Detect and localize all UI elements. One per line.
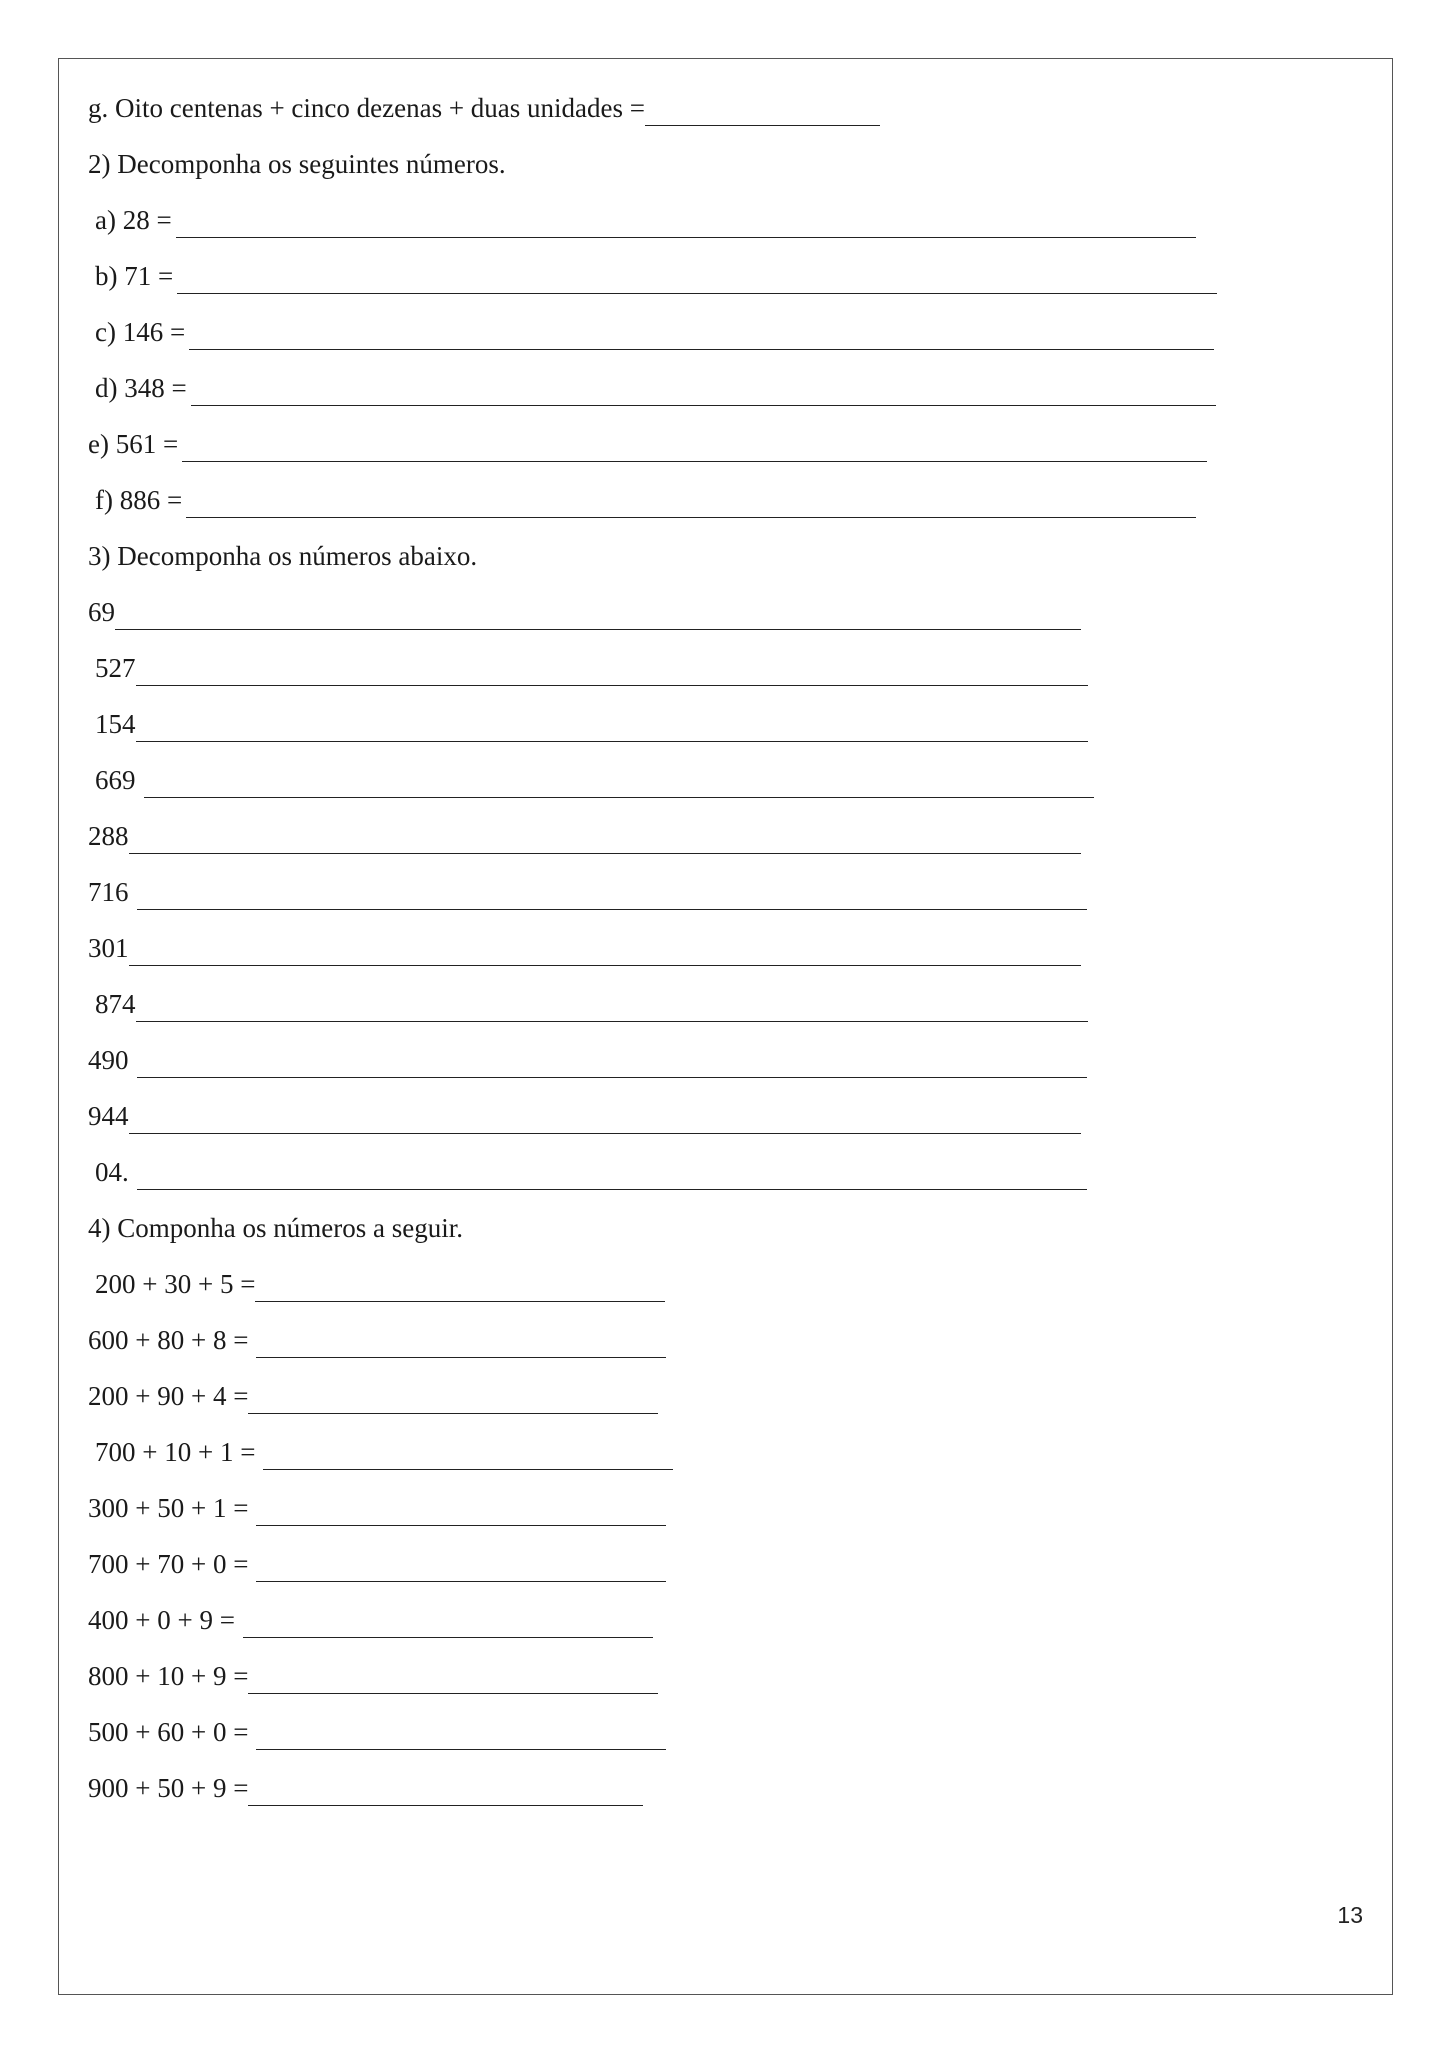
q2-item-label: f) 886 =	[95, 484, 183, 515]
answer-blank[interactable]	[137, 883, 1087, 910]
q4-item-label: 200 + 30 + 5 =	[95, 1268, 256, 1299]
answer-blank[interactable]	[144, 771, 1094, 798]
q4-item-label: 700 + 10 + 1 =	[95, 1436, 256, 1467]
answer-blank[interactable]	[137, 1051, 1087, 1078]
q4-item-label: 900 + 50 + 9 =	[88, 1772, 249, 1803]
answer-blank[interactable]	[177, 267, 1217, 294]
q4-item	[88, 1592, 1368, 1648]
answer-blank[interactable]	[243, 1611, 653, 1638]
q4-heading-text: 4) Componha os números a seguir.	[88, 1212, 463, 1243]
q4-item	[88, 1480, 1368, 1536]
answer-blank[interactable]	[189, 323, 1214, 350]
answer-blank[interactable]	[263, 1443, 673, 1470]
answer-blank[interactable]	[645, 99, 880, 126]
answer-blank[interactable]	[136, 995, 1088, 1022]
q3-item	[88, 584, 1368, 640]
q3-item-label: 154	[95, 708, 136, 739]
q4-item-label: 500 + 60 + 0 =	[88, 1716, 249, 1747]
answer-blank[interactable]	[191, 379, 1216, 406]
worksheet-content	[88, 80, 1368, 1816]
answer-blank[interactable]	[256, 1723, 666, 1750]
q3-item-label: 527	[95, 652, 136, 683]
q2-heading-text: 2) Decomponha os seguintes números.	[88, 148, 506, 179]
q2-item-label: e) 561 =	[88, 428, 179, 459]
q3-heading-text: 3) Decomponha os números abaixo.	[88, 540, 478, 571]
q3-item-label: 490	[88, 1044, 129, 1075]
q3-item	[88, 864, 1368, 920]
answer-blank[interactable]	[136, 715, 1088, 742]
q3-item-label: 944	[88, 1100, 129, 1131]
q3-item	[88, 1088, 1368, 1144]
q4-item	[88, 1424, 1368, 1480]
q3-heading	[88, 528, 1368, 584]
answer-blank[interactable]	[176, 211, 1196, 238]
q4-item-label: 600 + 80 + 8 =	[88, 1324, 249, 1355]
q3-item-label: 669	[95, 764, 136, 795]
q2-item-a	[88, 192, 1368, 248]
answer-blank[interactable]	[129, 827, 1081, 854]
q3-item-label: 288	[88, 820, 129, 851]
answer-blank[interactable]	[256, 1331, 666, 1358]
answer-blank[interactable]	[186, 491, 1196, 518]
answer-blank[interactable]	[136, 659, 1088, 686]
q3-item-label: 301	[88, 932, 129, 963]
q4-item-label: 700 + 70 + 0 =	[88, 1548, 249, 1579]
q4-item	[88, 1704, 1368, 1760]
q2-item-label: d) 348 =	[95, 372, 187, 403]
answer-blank[interactable]	[115, 603, 1081, 630]
q3-item	[88, 1032, 1368, 1088]
q2-item-d	[88, 360, 1368, 416]
q4-item	[88, 1368, 1368, 1424]
item-g	[88, 80, 1368, 136]
q4-heading	[88, 1200, 1368, 1256]
page-number: 13	[1337, 1902, 1363, 1928]
q3-item-label: 874	[95, 988, 136, 1019]
answer-blank[interactable]	[129, 1107, 1081, 1134]
q3-item	[88, 808, 1368, 864]
q3-item-label: 716	[88, 876, 129, 907]
answer-blank[interactable]	[255, 1275, 665, 1302]
q4-item-label: 300 + 50 + 1 =	[88, 1492, 249, 1523]
q3-item	[88, 920, 1368, 976]
answer-blank[interactable]	[256, 1555, 666, 1582]
answer-blank[interactable]	[248, 1667, 658, 1694]
item-g-label: g. Oito centenas + cinco dezenas + duas unidades =	[88, 92, 646, 123]
q4-item	[88, 1312, 1368, 1368]
answer-blank[interactable]	[248, 1387, 658, 1414]
answer-blank[interactable]	[256, 1499, 666, 1526]
q3-item	[88, 976, 1368, 1032]
answer-blank[interactable]	[182, 435, 1207, 462]
q3-item	[88, 696, 1368, 752]
q2-item-label: a) 28 =	[95, 204, 172, 235]
q2-heading	[88, 136, 1368, 192]
q3-item-label: 04.	[95, 1156, 129, 1187]
q2-item-c	[88, 304, 1368, 360]
q3-item	[88, 640, 1368, 696]
q3-item	[88, 1144, 1368, 1200]
q4-item	[88, 1256, 1368, 1312]
q4-item	[88, 1760, 1368, 1816]
q2-item-b	[88, 248, 1368, 304]
q2-item-label: c) 146 =	[95, 316, 186, 347]
q2-item-f	[88, 472, 1368, 528]
q4-item-label: 400 + 0 + 9 =	[88, 1604, 235, 1635]
answer-blank[interactable]	[137, 1163, 1087, 1190]
answer-blank[interactable]	[129, 939, 1081, 966]
q4-item-label: 200 + 90 + 4 =	[88, 1380, 249, 1411]
q4-item	[88, 1648, 1368, 1704]
q3-item	[88, 752, 1368, 808]
answer-blank[interactable]	[248, 1779, 643, 1806]
q4-item	[88, 1536, 1368, 1592]
q2-item-e	[88, 416, 1368, 472]
q2-item-label: b) 71 =	[95, 260, 174, 291]
q3-item-label: 69	[88, 596, 115, 627]
q4-item-label: 800 + 10 + 9 =	[88, 1660, 249, 1691]
